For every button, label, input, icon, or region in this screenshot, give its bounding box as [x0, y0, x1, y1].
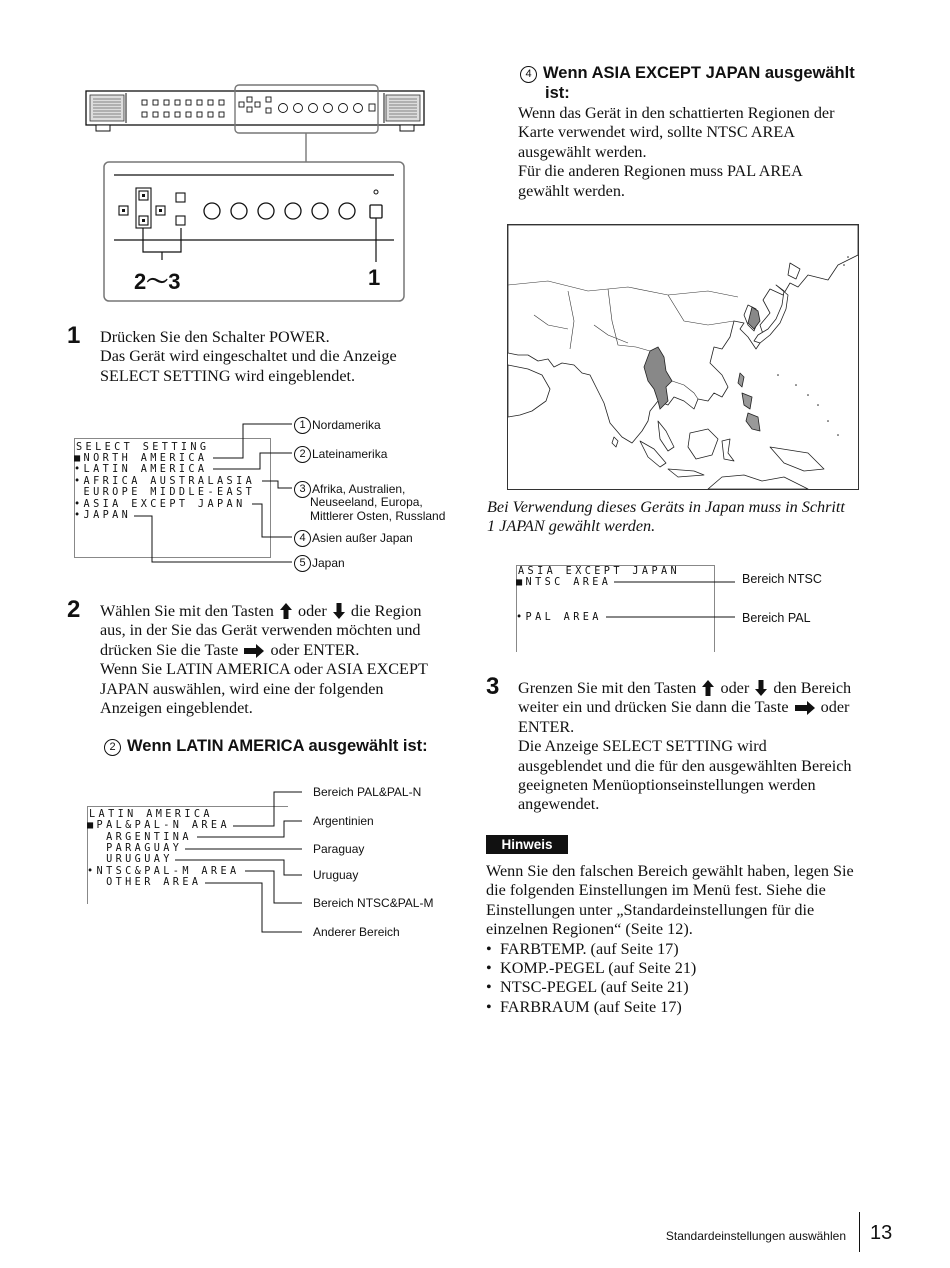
menu-line: ■NTSC AREA [516, 577, 612, 588]
asia-heading-cont: ist: [545, 84, 570, 102]
callout-pal-pal-n: Bereich PAL&PAL-N [313, 785, 422, 799]
step-3-text-e: oder [820, 698, 850, 717]
step-2-text-c: die Region [350, 602, 422, 620]
asia-text-line: Für die anderen Regionen muss PAL AREA [518, 162, 803, 181]
step-3-text-d: weiter ein und drücken Sie dann die Taste [518, 698, 789, 717]
device-label-1: 1 [368, 265, 381, 290]
heading-number: 4 [520, 66, 537, 83]
menu-line: PARAGUAY [87, 843, 183, 854]
hinweis-line: Einstellungen unter „Standardeinstellungen für die [486, 900, 815, 919]
step-3-text-a: Grenzen Sie mit den Tasten [518, 679, 697, 697]
step-3-line: ausgeblendet und die für den ausgewählten Bereich [518, 756, 852, 775]
callout-bereich-ntsc: Bereich NTSC [742, 572, 822, 586]
hinweis-line: die folgenden Einstellungen im Menü fest. Siehe die [486, 881, 826, 900]
map-caption-line: Bei Verwendung dieses Geräts in Japan muss in Schritt [487, 498, 845, 516]
step-2-text-d: drücken Sie die Taste [100, 640, 239, 659]
step-3-number: 3 [486, 673, 500, 700]
hinweis-line: Wenn Sie den falschen Bereich gewählt haben, legen Sie [486, 862, 854, 880]
step-3-text-b: oder [720, 679, 750, 697]
step-1-line: Das Gerät wird eingeschaltet und die Anzeige [100, 347, 397, 366]
arrow-right-icon [795, 701, 815, 715]
hinweis-label: Hinweis [486, 835, 568, 854]
callout-number: 2 [294, 446, 311, 463]
step-3-line: angewendet. [518, 795, 600, 814]
menu-line: ■PAL&PAL-N AREA [87, 820, 231, 831]
step-1-line: Drücken Sie den Schalter POWER. [100, 328, 330, 346]
callout-number: 5 [294, 555, 311, 572]
step-2-text-a: Wählen Sie mit den Tasten [100, 602, 274, 620]
callout-text: Nordamerika [312, 418, 381, 432]
callout-text: Japan [312, 556, 345, 570]
arrow-down-icon [755, 680, 767, 696]
callout-text: Asien außer Japan [312, 531, 413, 545]
callout-paraguay: Paraguay [313, 842, 365, 856]
menu-line: ARGENTINA [87, 832, 192, 843]
callout-bereich-pal: Bereich PAL [742, 611, 811, 625]
menu-line: ASIA EXCEPT JAPAN [518, 566, 681, 577]
asia-text-line: Wenn das Gerät in den schattierten Regionen der [518, 104, 835, 122]
menu-line: LATIN AMERICA [89, 809, 213, 820]
step-2-line: JAPAN auswählen, wird eine der folgenden [100, 679, 384, 698]
footer-section-title: Standardeinstellungen auswählen [665, 1229, 846, 1243]
menu-line: •NTSC&PAL-M AREA [87, 866, 240, 877]
callout-anderer-bereich: Anderer Bereich [313, 925, 400, 939]
menu-line: OTHER AREA [87, 877, 202, 888]
heading-number: 2 [104, 739, 121, 756]
callout-uruguay: Uruguay [313, 868, 359, 882]
step-3-text-c: den Bereich [773, 679, 852, 697]
menu-line: •LATIN AMERICA [74, 464, 208, 475]
menu-line: •PAL AREA [516, 612, 602, 623]
step-2-line: Wenn Sie LATIN AMERICA oder ASIA EXCEPT [100, 660, 428, 679]
menu-line: ■NORTH AMERICA [74, 453, 208, 464]
callout-number: 3 [294, 481, 311, 498]
menu-line: •AFRICA AUSTRALASIA [74, 476, 256, 487]
footer-divider [859, 1212, 860, 1252]
step-2-line: Anzeigen eingeblendet. [100, 699, 253, 718]
step-3-text [518, 679, 852, 815]
callout-text-cont: Mittlerer Osten, Russland [310, 509, 446, 523]
step-3-line: ENTER. [518, 717, 575, 736]
menu-line: SELECT SETTING [76, 442, 210, 453]
arrow-up-icon [702, 680, 714, 696]
step-2-text-e: oder ENTER. [270, 640, 360, 659]
menu-line: URUGUAY [87, 854, 173, 865]
page-number: 13 [870, 1222, 893, 1244]
list-item: • FARBRAUM (auf Seite 17) [486, 998, 854, 1017]
hinweis-bullets [486, 940, 854, 1018]
list-item: • KOMP.-PEGEL (auf Seite 21) [486, 959, 854, 978]
step-1-line: SELECT SETTING wird eingeblendet. [100, 366, 356, 385]
callout-ntsc-pal-m: Bereich NTSC&PAL-M [313, 896, 434, 910]
step-2-text-b: oder [297, 602, 327, 620]
callout-text: Lateinamerika [312, 447, 388, 461]
step-3-line: Die Anzeige SELECT SETTING wird [518, 737, 767, 756]
callout-number: 1 [294, 417, 311, 434]
hinweis-text [486, 862, 854, 1017]
step-2-number: 2 [67, 596, 81, 623]
menu-line: •JAPAN [74, 510, 132, 521]
heading-text: Wenn LATIN AMERICA ausgewählt ist: [127, 737, 428, 755]
step-1-number: 1 [67, 322, 81, 349]
menu-line: EUROPE MIDDLE-EAST [74, 487, 256, 498]
step-2-line: aus, in der Sie das Gerät verwenden möchten und [100, 621, 421, 640]
map-caption-line: 1 JAPAN gewählt werden. [487, 517, 656, 536]
list-item: • FARBTEMP. (auf Seite 17) [486, 940, 854, 959]
device-label-2-3: 2～3 [134, 269, 181, 294]
asia-text-line: Karte verwendet wird, sollte NTSC AREA [518, 123, 795, 142]
list-item: • NTSC-PEGEL (auf Seite 21) [486, 978, 854, 997]
heading-text: Wenn ASIA EXCEPT JAPAN ausgewählt [543, 64, 855, 82]
asia-text-line: ausgewählt werden. [518, 142, 647, 161]
asia-text-line: gewählt werden. [518, 181, 625, 200]
callout-text-cont: Neuseeland, Europa, [310, 495, 423, 509]
callout-argentinien: Argentinien [313, 814, 374, 828]
step-3-line: geeigneten Menüoptionseinstellungen werden [518, 776, 816, 795]
hinweis-line: einzelnen Regionen“ (Seite 12). [486, 920, 693, 939]
callout-text: Afrika, Australien, [312, 482, 406, 496]
callout-number: 4 [294, 530, 311, 547]
menu-line: •ASIA EXCEPT JAPAN [74, 499, 246, 510]
